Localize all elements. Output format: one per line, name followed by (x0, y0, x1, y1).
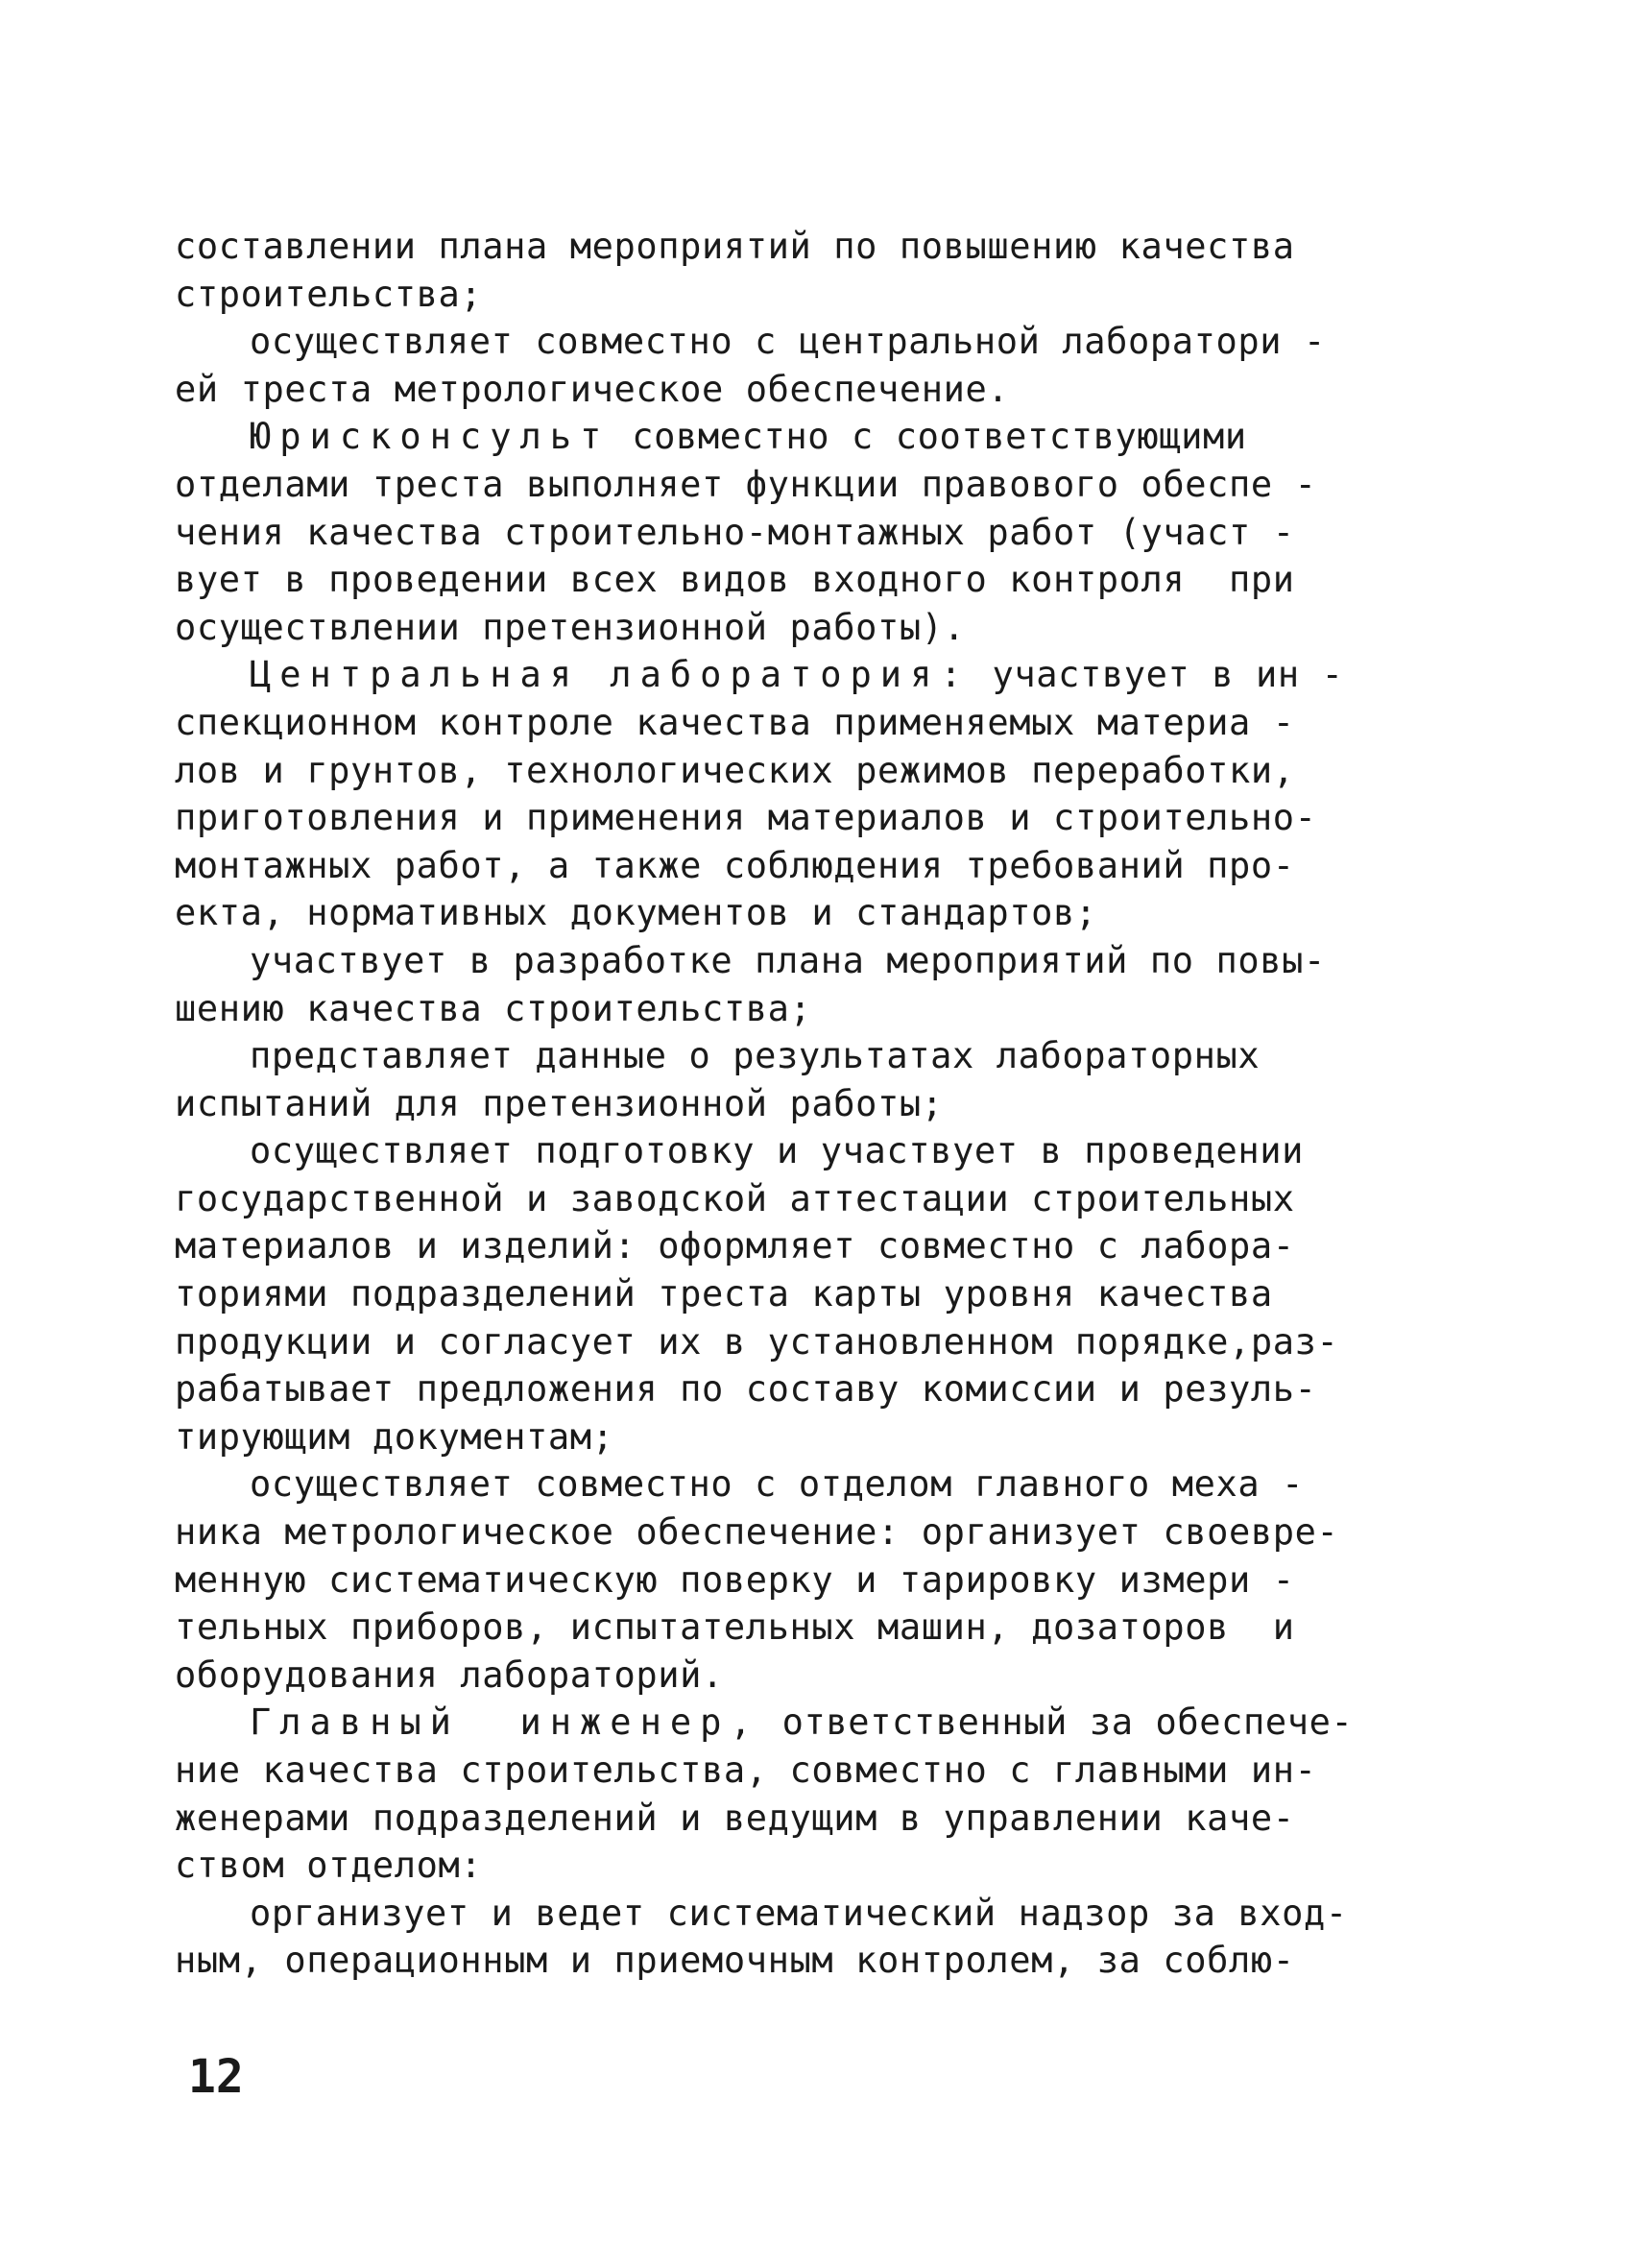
text-line (175, 461, 1423, 509)
line-text: женерами подразделений и ведущим в управлении каче- (175, 1797, 1295, 1839)
text-line (175, 1413, 1423, 1461)
spaced-heading: Юрисконсульт (250, 416, 611, 458)
text-line (175, 1318, 1423, 1366)
text-line (175, 1080, 1423, 1128)
text-line (175, 651, 1423, 699)
line-text: шению качества строительства; (175, 987, 812, 1029)
text-line (175, 1270, 1423, 1318)
line-text: участвует в ин - (970, 654, 1344, 696)
text-line (175, 556, 1423, 604)
text-line (175, 223, 1423, 271)
line-text: отделами треста выполняет функции правового обеспе - (175, 463, 1317, 505)
spaced-heading: Главный инженер, (250, 1701, 760, 1744)
text-line (175, 1222, 1423, 1270)
text-line (175, 366, 1423, 414)
line-text: ториями подразделений треста карты уровня качества (175, 1273, 1273, 1315)
text-line (175, 1365, 1423, 1413)
text-line (175, 1175, 1423, 1223)
text-line (175, 509, 1423, 557)
text-line (175, 271, 1423, 319)
line-text: совместно с соответствующими (610, 416, 1247, 458)
text-line (175, 747, 1423, 795)
spaced-heading: Центральная лаборатория: (250, 654, 971, 696)
line-text: составлении плана мероприятий по повышению качества (175, 226, 1295, 267)
line-text: екта, нормативных документов и стандартов; (175, 892, 1097, 934)
line-text: менную систематическую поверку и тарировку измери - (175, 1558, 1295, 1601)
line-text: осуществлении претензионной работы). (175, 606, 966, 648)
text-line (175, 985, 1423, 1033)
text-line (175, 699, 1423, 747)
line-text: участвует в разработке плана мероприятий по повы- (250, 939, 1326, 981)
line-text: испытаний для претензионной работы; (175, 1082, 944, 1124)
text-line (175, 1937, 1423, 1985)
line-text: осуществляет совместно с центральной лаборатори - (250, 321, 1326, 363)
line-text: тирующим документам; (175, 1415, 614, 1458)
line-text: спекционном контроле качества применяемых материа - (175, 701, 1295, 743)
line-text: ответственный за обеспече- (759, 1701, 1354, 1744)
text-line (175, 842, 1423, 890)
line-text: оборудования лабораторий. (175, 1653, 724, 1696)
text-line (175, 1127, 1423, 1175)
line-text: представляет данные о результатах лабораторных (250, 1035, 1261, 1077)
line-text: государственной и заводской аттестации строительных (175, 1177, 1295, 1219)
line-text: ным, операционным и приемочным контролем, за соблю- (175, 1940, 1295, 1982)
line-text: осуществляет подготовку и участвует в проведении (250, 1130, 1305, 1172)
text-line (175, 1604, 1423, 1652)
text-line (175, 889, 1423, 937)
line-text: организует и ведет систематический надзор за вход- (250, 1892, 1348, 1934)
body-text (175, 223, 1423, 1985)
text-line (175, 1032, 1423, 1080)
line-text: осуществляет совместно с отделом главного меха - (250, 1463, 1305, 1506)
text-line (175, 1747, 1423, 1795)
line-text: чения качества строительно-монтажных работ (участ - (175, 511, 1295, 553)
text-line (175, 1556, 1423, 1604)
line-text: ей треста метрологическое обеспечение. (175, 368, 1010, 410)
line-text: приготовления и применения материалов и строительно- (175, 797, 1317, 839)
line-text: вует в проведении всех видов входного контроля при (175, 559, 1295, 601)
text-line (175, 1842, 1423, 1890)
line-text: ством отделом: (175, 1845, 483, 1887)
line-text: строительства; (175, 273, 483, 315)
line-text: тельных приборов, испытательных машин, дозаторов и (175, 1606, 1295, 1649)
text-line (175, 1890, 1423, 1938)
text-line (175, 413, 1423, 461)
page-number: 12 (188, 2050, 244, 2104)
text-line (175, 1652, 1423, 1700)
line-text: ника метрологическое обеспечение: организует своевре- (175, 1511, 1339, 1554)
text-line (175, 1795, 1423, 1843)
line-text: ние качества строительства, совместно с главными ин- (175, 1749, 1317, 1791)
text-line (175, 604, 1423, 652)
text-line (175, 318, 1423, 366)
line-text: монтажных работ, а также соблюдения требований про- (175, 844, 1295, 886)
line-text: материалов и изделий: оформляет совместно с лабора- (175, 1225, 1295, 1267)
line-text: продукции и согласует их в установленном порядке,раз- (175, 1320, 1339, 1363)
text-line (175, 1460, 1423, 1508)
text-line (175, 1508, 1423, 1556)
text-line (175, 794, 1423, 842)
line-text: лов и грунтов, технологических режимов переработки, (175, 749, 1295, 791)
text-line (175, 1699, 1423, 1747)
text-line (175, 937, 1423, 985)
line-text: рабатывает предложения по составу комиссии и резуль- (175, 1368, 1317, 1411)
